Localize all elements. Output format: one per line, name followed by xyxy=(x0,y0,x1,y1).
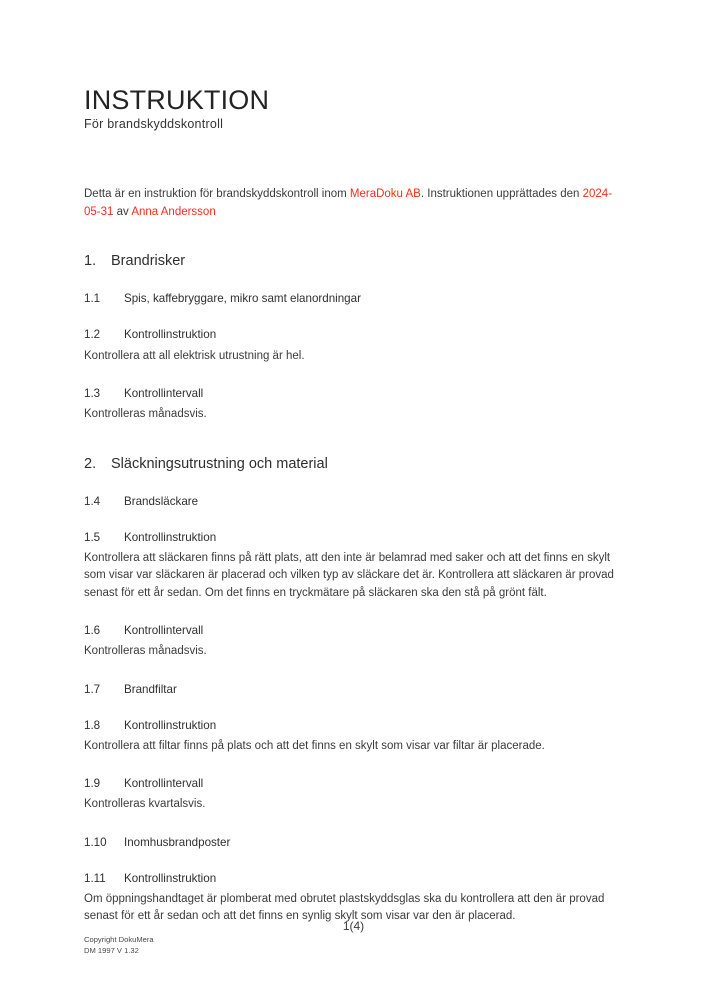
section-heading-2 xyxy=(84,455,622,473)
section-title-1: Brandrisker xyxy=(111,253,186,270)
subsection-number: 1.3 xyxy=(84,387,101,400)
page-title: INSTRUKTION xyxy=(84,85,270,115)
section-heading-1 xyxy=(84,252,622,270)
intro-text-part2: . Instruktionen upprättades den xyxy=(420,188,583,201)
subsection-number: 1.5 xyxy=(84,530,101,544)
subsection-body: Kontrolleras månadsvis. xyxy=(84,645,207,658)
subsection-heading-1-3 xyxy=(84,386,622,401)
subsection-title: Spis, kaffebryggare, mikro samt elanordningar xyxy=(124,292,361,306)
intro-text-part3: av xyxy=(113,205,132,218)
subsection-title: Kontrollintervall xyxy=(124,624,204,638)
subsection-title: Kontrollintervall xyxy=(124,777,204,791)
section-number-1: 1. xyxy=(84,253,97,270)
author-name: Anna Andersson xyxy=(131,205,216,218)
document-content xyxy=(84,86,622,937)
subsection-number: 1.6 xyxy=(84,624,101,638)
subsection-heading-1-7 xyxy=(84,682,622,697)
subsection-number: 1.9 xyxy=(84,777,101,791)
subsection-title: Kontrollinstruktion xyxy=(124,871,217,885)
subsection-heading-1-9 xyxy=(84,776,622,791)
subsection-title: Kontrollintervall xyxy=(124,387,204,400)
subsection-number: 1.1 xyxy=(84,292,101,306)
subsection-title: Brandfiltar xyxy=(124,682,177,696)
section-title-2: Släckningsutrustning och material xyxy=(111,455,328,472)
subsection-heading-1-10 xyxy=(84,835,622,850)
subsection-heading-1-2 xyxy=(84,327,622,342)
subsection-heading-1-6 xyxy=(84,623,622,638)
page-number: 1(4) xyxy=(342,919,365,933)
subsection-heading-1-8 xyxy=(84,718,622,733)
subsection-title: Brandsläckare xyxy=(124,494,199,508)
subsection-heading-1-5 xyxy=(84,530,622,545)
subsection-body: Om öppningshandtaget är plomberat med obrutet plastskyddsglas ska du kontrollera att den är provad senast för ett år sedan och att det finns en synlig skylt som visar var den är placerad. xyxy=(84,892,605,923)
subsection-title: Kontrollinstruktion xyxy=(124,328,217,342)
subsection-title: Inomhusbrandposter xyxy=(124,835,231,849)
subsection-title: Kontrollinstruktion xyxy=(124,530,217,544)
subsection-number: 1.2 xyxy=(84,328,101,342)
section-number-2: 2. xyxy=(84,455,97,472)
copyright-text: Copyright DokuMera xyxy=(84,935,154,944)
subsection-heading-1-11 xyxy=(84,871,622,886)
document-id: DM 1997 V 1.32 xyxy=(84,946,139,955)
intro-paragraph xyxy=(84,186,622,221)
creation-date: 2024-05-31 xyxy=(84,188,613,218)
subsection-body: Kontrolleras kvartalsvis. xyxy=(84,798,206,811)
subsection-body: Kontrollera att släckaren finns på rätt plats, att den inte är belamrad med saker och att det finns en skylt som visar var släckaren är placerad och vilken typ av släckare det är. Kontrollera att släckaren är provad senast för ett år sedan. Om det finns en tryckmätare på släckaren ska den stå på grönt fält. xyxy=(84,551,614,599)
subsection-number: 1.10 xyxy=(84,835,107,849)
subsection-body: Kontrollera att filtar finns på plats och att det finns en skylt som visar var filtar är placerade. xyxy=(84,739,545,752)
subsection-number: 1.8 xyxy=(84,718,101,732)
page-subtitle: För brandskyddskontroll xyxy=(84,117,224,132)
subsection-title: Kontrollinstruktion xyxy=(124,718,217,732)
subsection-body: Kontrollera att all elektrisk utrustning är hel. xyxy=(84,349,305,362)
footer-note xyxy=(84,934,154,956)
subsection-heading-1-1 xyxy=(84,291,622,306)
subsection-number: 1.7 xyxy=(84,682,101,696)
intro-text-part1: Detta är en instruktion för brandskyddskontroll inom xyxy=(84,188,350,201)
subsection-number: 1.4 xyxy=(84,494,101,508)
subsection-heading-1-4 xyxy=(84,494,622,509)
company-name: MeraDoku AB xyxy=(349,188,421,201)
subsection-body: Kontrolleras månadsvis. xyxy=(84,408,207,421)
subsection-number: 1.11 xyxy=(84,871,106,885)
